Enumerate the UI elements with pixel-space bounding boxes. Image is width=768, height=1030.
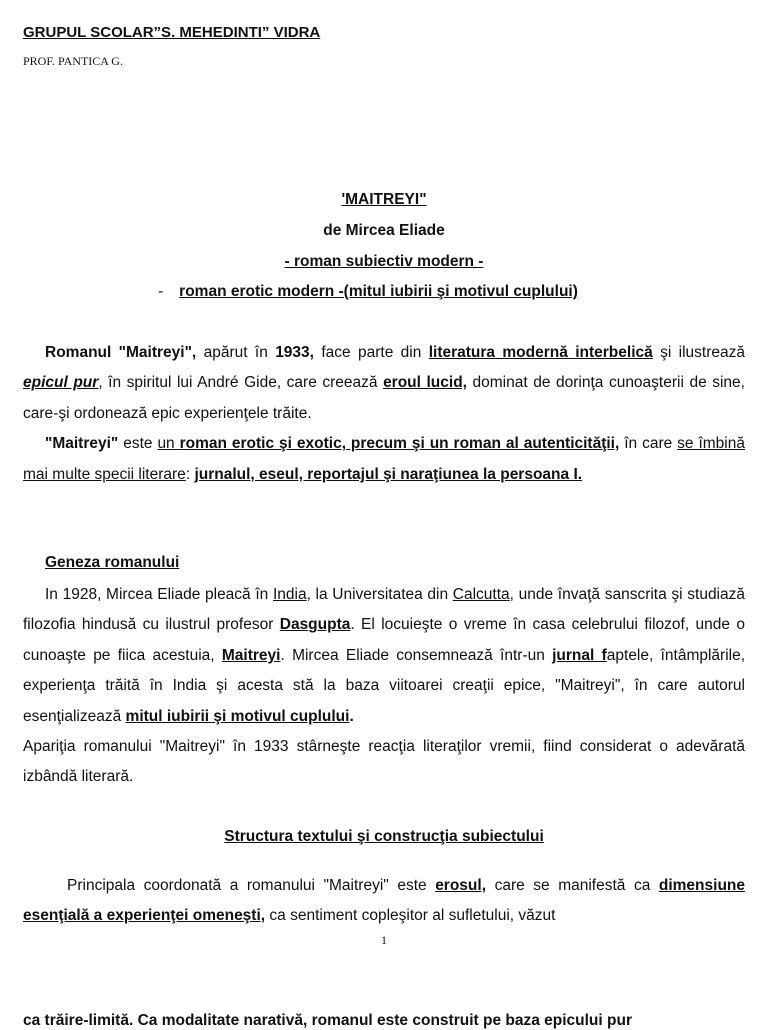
- title-subtitle-2: [158, 283, 578, 301]
- text-underline: India: [272, 586, 307, 603]
- geneza-section: [23, 580, 745, 793]
- text: :: [185, 465, 195, 483]
- text: în care: [619, 435, 678, 453]
- text-bold-underline: mitul iubirii şi motivul cuplului: [125, 707, 350, 725]
- text-bold: "Maitreyi": [45, 435, 119, 453]
- subtitle-2-text: roman erotic modern -(mitul iubirii şi motivul cuplului): [179, 283, 578, 300]
- structura-section: [23, 871, 745, 932]
- title-name: 'MAITREYI": [341, 191, 427, 208]
- text: , în spiritul lui André Gide, care creează: [98, 374, 384, 392]
- next-page-text-fragment: ca trăire-limită. Ca modalitate narativă, romanul este construit pe baza epicului pur: [23, 1012, 632, 1029]
- text-bold: .: [349, 707, 354, 725]
- teacher-name: PROF. PANTICA G.: [23, 54, 123, 68]
- text-bold-underline: roman erotic şi exotic, precum şi un roman al autenticităţii,: [179, 435, 620, 453]
- text: şi ilustrează: [652, 344, 745, 361]
- text-underline: Calcutta: [452, 586, 510, 603]
- intro-paragraph-1: [23, 338, 745, 429]
- text-bold-underline: literatura modernă interbelică: [428, 344, 653, 361]
- text: este: [118, 435, 158, 453]
- text: , unde învaţă sanscrita şi studiază filozofia hindusă cu ilustrul profesor: [23, 586, 745, 634]
- subtitle-dash: -: [158, 283, 164, 300]
- text-bold: Romanul "Maitreyi",: [45, 344, 197, 361]
- title-subtitle-1: - roman subiectiv modern -: [284, 253, 484, 270]
- text: , la Universitatea din: [306, 586, 453, 603]
- text-underline: un: [157, 435, 180, 453]
- text: . Mircea Eliade consemnează într-un: [280, 646, 553, 664]
- title-author: de Mircea Eliade: [323, 222, 445, 239]
- text-bold: 1933,: [275, 344, 314, 361]
- intro-paragraph-2: [23, 429, 745, 490]
- text-underline: se îmbină mai multe specii literare: [23, 435, 745, 483]
- section-heading-structura: Structura textului şi construcţia subiectului: [224, 828, 544, 845]
- geneza-paragraph-1: [23, 580, 745, 732]
- text: face parte din: [313, 344, 429, 361]
- text-bold-underline: Maitreyi: [221, 646, 281, 664]
- structura-paragraph-1: [23, 871, 745, 932]
- text: aptele, întâmplările, experienţa trăită în India şi acesta stă la baza viitoarei creaţii epice, "Maitreyi", în care autorul esenţializează: [23, 646, 746, 725]
- text: In 1928, Mircea Eliade pleacă în: [45, 586, 273, 603]
- text-bold-italic-underline: epicul pur: [23, 374, 99, 392]
- text: dominat de dorinţa cunoaşterii de sine, care-şi ordonează epic experienţele trăite.: [23, 374, 745, 422]
- page-number: 1: [381, 933, 387, 947]
- text-bold-underline: eroul lucid,: [383, 374, 467, 392]
- section-heading-geneza: Geneza romanului: [45, 554, 180, 571]
- school-name: GRUPUL SCOLAR”S. MEHEDINTI” VIDRA: [23, 24, 321, 41]
- geneza-paragraph-2: Apariţia romanului "Maitreyi" în 1933 stârneşte reacţia literaţilor vremii, fiind considerat o adevărată izbândă literară.: [23, 738, 745, 786]
- text-bold-underline: Dasgupta: [279, 616, 351, 634]
- text-bold-underline: jurnalul, eseul, reportajul şi naraţiunea la persoana I.: [194, 465, 583, 483]
- text-bold-underline: erosul,: [435, 877, 487, 894]
- intro-section: [23, 338, 745, 490]
- text: care se manifestă ca: [486, 877, 659, 894]
- text-bold-underline: dimensiune esenţială a experienţei omeneşti,: [23, 877, 746, 925]
- text: ca sentiment copleşitor al sufletului, văzut: [265, 907, 556, 925]
- text-bold-underline: jurnal f: [552, 646, 607, 664]
- text: Principala coordonată a romanului "Maitreyi" este: [67, 877, 436, 894]
- text: . El locuieşte o vreme în casa celebrului filozof, unde o cunoaşte pe fiica acestuia,: [23, 616, 745, 664]
- text: apărut în: [196, 344, 276, 361]
